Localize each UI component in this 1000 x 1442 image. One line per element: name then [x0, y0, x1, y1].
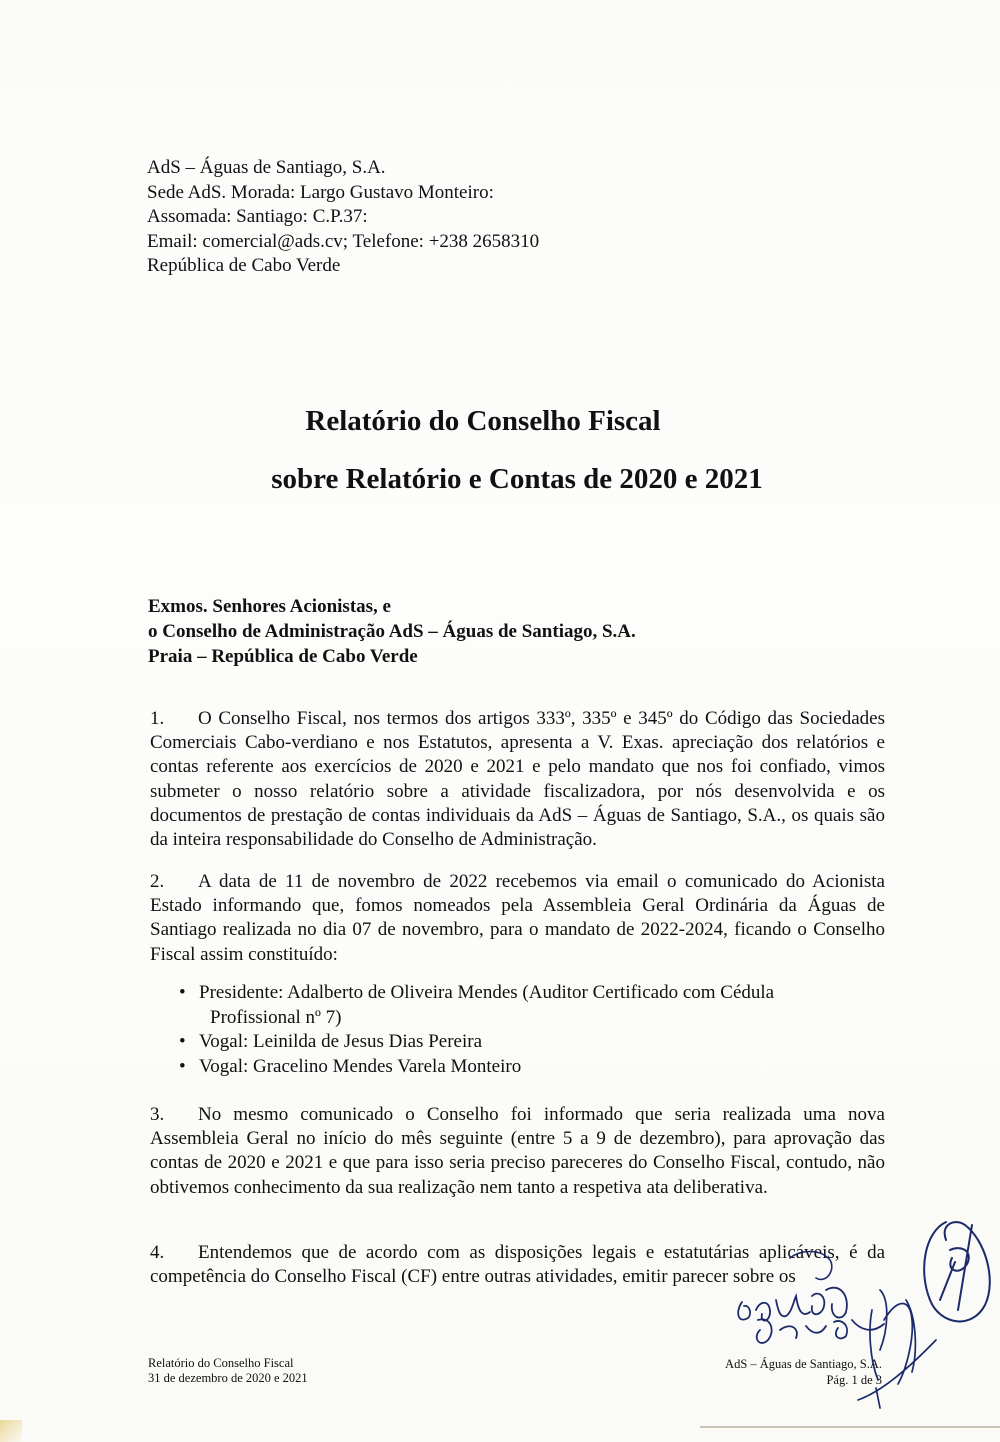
bullet-glyph: • — [179, 1055, 186, 1077]
document-subtitle: sobre Relatório e Contas de 2020 e 2021 — [271, 463, 763, 495]
recipient-line: Praia – República de Cabo Verde — [148, 646, 418, 667]
member-text: Vogal: Leinilda de Jesus Dias Pereira — [199, 1031, 482, 1052]
footer-report-name: Relatório do Conselho Fiscal — [148, 1356, 294, 1370]
signature-leinilda-first — [738, 1288, 847, 1321]
recipient-line: Exmos. Senhores Acionistas, e — [148, 596, 391, 617]
footer-company: AdS – Águas de Santiago, S.A. — [725, 1357, 882, 1371]
footer-left — [148, 1356, 308, 1386]
address-line-seat: Sede AdS. Morada: Largo Gustavo Monteiro: — [147, 181, 494, 203]
paragraph-number: 3. — [150, 1104, 165, 1125]
member-text: Presidente: Adalberto de Oliveira Mendes (Auditor Certificado com Cédula — [199, 982, 775, 1003]
document-title: Relatório do Conselho Fiscal — [305, 405, 661, 437]
signature-president — [858, 1290, 936, 1408]
list-item-vogal-1 — [177, 1030, 885, 1055]
member-text-continued: Profissional nº 7) — [210, 1006, 342, 1028]
member-text: Vogal: Gracelino Mendes Varela Monteiro — [199, 1055, 522, 1077]
recipient-line: o Conselho de Administração AdS – Águas de Santiago, S.A. — [148, 621, 636, 642]
page-corner-stain — [0, 1420, 22, 1442]
paragraph-text: O Conselho Fiscal, nos termos dos artigos 333º, 335º e 345º do Código das Sociedades Comerciais Cabo-verdiano e nos Estatutos, apresenta a V. Exas. apreciação dos relatórios e contas referente aos exercícios de 2020 e 2021 e pelo mandato que nos foi confiado, vimos submeter o nosso relatório sobre a atividade fiscalizadora, por nós desenvolvida e os documentos de prestação de contas individuais da AdS – Águas de Santiago, S.A., os quais são da inteira responsabilidade do Conselho de Administração. — [150, 708, 885, 851]
bullet-glyph: • — [179, 1031, 186, 1052]
paragraph-3 — [150, 1103, 885, 1200]
page-number: Pág. 1 de 3 — [826, 1373, 882, 1387]
list-item-president — [177, 981, 885, 1030]
paragraph-number: 2. — [150, 871, 165, 892]
footer-report-date: 31 de dezembro de 2020 e 2021 — [148, 1371, 308, 1385]
paragraph-1 — [150, 707, 885, 852]
address-line-contact: Email: comercial@ads.cv; Telefone: +238 2658310 — [147, 230, 540, 252]
address-line-country: República de Cabo Verde — [147, 255, 341, 276]
signature-initials — [924, 1222, 990, 1321]
footer-right — [712, 1356, 882, 1388]
council-members-list — [177, 981, 885, 1079]
paragraph-text: Entendemos que de acordo com as disposições legais e estatutárias aplicáveis, é da competência do Conselho Fiscal (CF) entre outras atividades, emitir parecer sobre os — [150, 1242, 885, 1288]
paragraph-text: A data de 11 de novembro de 2022 recebemos via email o comunicado do Acionista Estado informando que, fomos nomeados pela Assembleia Geral Ordinária da Águas de Santiago realizada no dia 07 de novembro, para o mandato de 2022-2024, ficando o Conselho Fiscal assim constituído: — [150, 871, 885, 965]
company-address-block — [147, 156, 539, 279]
paragraph-4 — [150, 1241, 885, 1289]
page-edge-line — [700, 1426, 1000, 1428]
signature-leinilda-surname — [757, 1319, 884, 1343]
list-item-vogal-2 — [177, 1055, 885, 1080]
paragraph-number: 1. — [150, 708, 165, 729]
address-line-company: AdS – Águas de Santiago, S.A. — [147, 157, 386, 178]
paragraph-2 — [150, 870, 885, 967]
recipients-block — [148, 594, 636, 669]
address-line-city: Assomada: Santiago: C.P.37: — [147, 206, 368, 227]
paragraph-number: 4. — [150, 1242, 165, 1263]
bullet-glyph: • — [179, 982, 186, 1003]
paragraph-text: No mesmo comunicado o Conselho foi informado que seria realizada uma nova Assembleia Geral no início do mês seguinte (entre 5 a 9 de dezembro), para aprovação das contas de 2020 e 2021 e que para isso seria preciso pareceres do Conselho Fiscal, contudo, não obtivemos conhecimento da sua realização nem tanto a respetiva ata deliberativa. — [150, 1104, 885, 1198]
